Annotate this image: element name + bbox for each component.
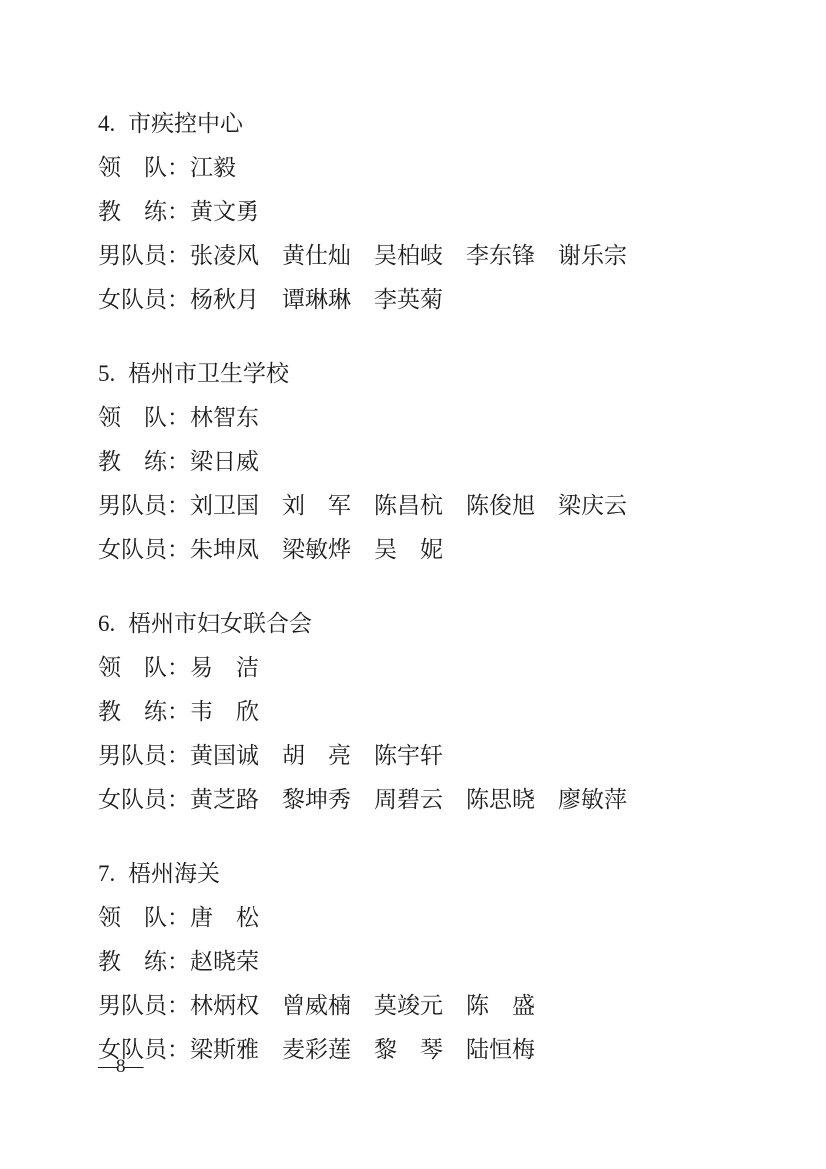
row-label: 男队员： <box>98 493 190 518</box>
team-section-6 <box>98 602 778 822</box>
roster-row-female-members <box>98 778 778 822</box>
roster-row-male-members <box>98 484 778 528</box>
roster-row-female-members <box>98 278 778 322</box>
row-value: 江毅 <box>190 155 236 180</box>
row-value: 易 洁 <box>190 655 259 680</box>
team-section-5 <box>98 352 778 572</box>
row-label: 女队员： <box>98 1037 190 1062</box>
row-label: 领 队： <box>98 405 190 430</box>
row-label: 男队员： <box>98 993 190 1018</box>
row-label: 领 队： <box>98 655 190 680</box>
row-value: 林炳权 曾威楠 莫竣元 陈 盛 <box>190 993 535 1018</box>
roster-row-leader <box>98 646 778 690</box>
row-label: 教 练： <box>98 449 190 474</box>
section-title: 市疾控中心 <box>128 111 243 136</box>
roster-row-leader <box>98 146 778 190</box>
roster-row-female-members <box>98 1028 778 1072</box>
roster-row-coach <box>98 190 778 234</box>
team-section-7 <box>98 852 778 1072</box>
row-label: 教 练： <box>98 949 190 974</box>
row-label: 男队员： <box>98 743 190 768</box>
roster-row-leader <box>98 396 778 440</box>
section-heading <box>98 352 778 396</box>
roster-row-male-members <box>98 984 778 1028</box>
document-content <box>98 102 778 1102</box>
row-label: 教 练： <box>98 199 190 224</box>
page-number: —8— <box>98 1056 143 1077</box>
row-value: 梁斯雅 麦彩莲 黎 琴 陆恒梅 <box>190 1037 535 1062</box>
row-label: 教 练： <box>98 699 190 724</box>
row-value: 黄芝路 黎坤秀 周碧云 陈思晓 廖敏萍 <box>190 787 627 812</box>
row-label: 男队员： <box>98 243 190 268</box>
row-value: 韦 欣 <box>190 699 259 724</box>
roster-row-male-members <box>98 734 778 778</box>
row-value: 刘卫国 刘 军 陈昌杭 陈俊旭 梁庆云 <box>190 493 627 518</box>
row-value: 黄文勇 <box>190 199 259 224</box>
row-value: 赵晓荣 <box>190 949 259 974</box>
section-heading <box>98 102 778 146</box>
roster-row-coach <box>98 940 778 984</box>
section-number: 7. <box>98 861 116 886</box>
row-value: 朱坤凤 梁敏烨 吴 妮 <box>190 537 443 562</box>
row-label: 女队员： <box>98 537 190 562</box>
row-value: 梁日威 <box>190 449 259 474</box>
section-title: 梧州海关 <box>128 861 220 886</box>
roster-row-female-members <box>98 528 778 572</box>
section-number: 5. <box>98 361 116 386</box>
section-number: 6. <box>98 611 116 636</box>
row-value: 杨秋月 谭琳琳 李英菊 <box>190 287 443 312</box>
row-label: 女队员： <box>98 787 190 812</box>
section-number: 4. <box>98 111 116 136</box>
section-title: 梧州市卫生学校 <box>128 361 289 386</box>
section-title: 梧州市妇女联合会 <box>128 611 312 636</box>
team-section-4 <box>98 102 778 322</box>
row-value: 唐 松 <box>190 905 259 930</box>
row-label: 领 队： <box>98 905 190 930</box>
row-value: 黄国诚 胡 亮 陈宇轩 <box>190 743 443 768</box>
section-heading <box>98 602 778 646</box>
roster-row-leader <box>98 896 778 940</box>
row-label: 领 队： <box>98 155 190 180</box>
roster-row-coach <box>98 690 778 734</box>
roster-row-coach <box>98 440 778 484</box>
row-value: 林智东 <box>190 405 259 430</box>
row-label: 女队员： <box>98 287 190 312</box>
section-heading <box>98 852 778 896</box>
roster-row-male-members <box>98 234 778 278</box>
row-value: 张凌风 黄仕灿 吴柏岐 李东锋 谢乐宗 <box>190 243 627 268</box>
